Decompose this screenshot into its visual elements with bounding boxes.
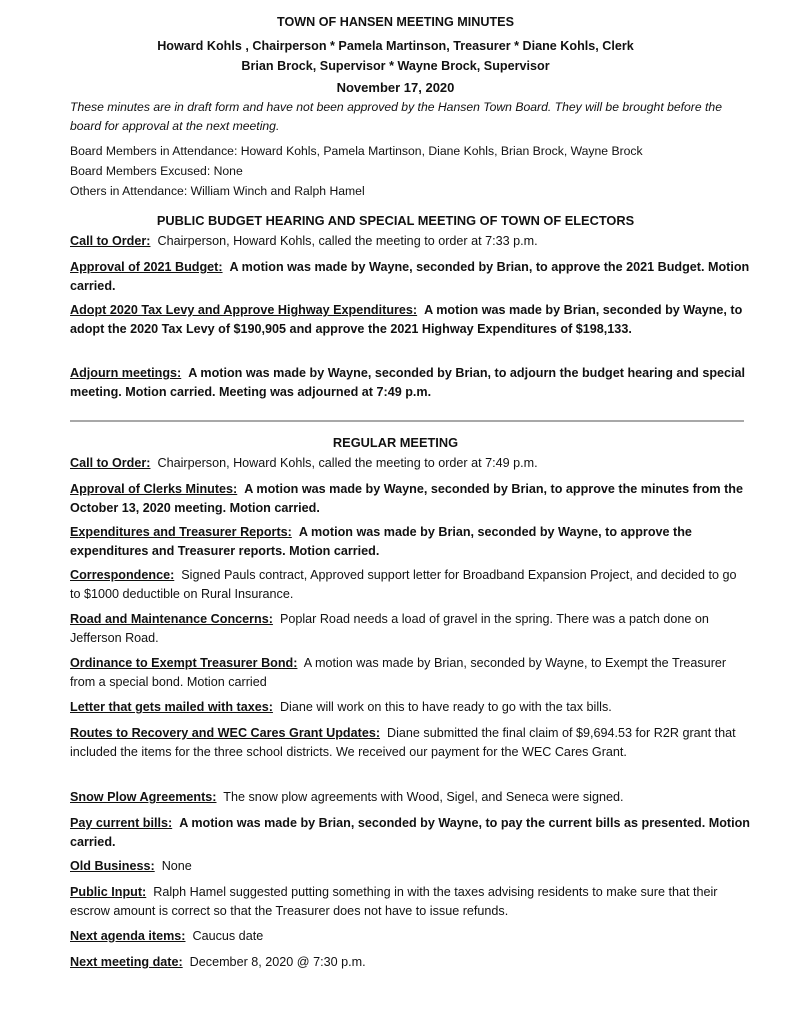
minutes-item bbox=[70, 364, 750, 402]
minutes-item bbox=[70, 258, 750, 296]
minutes-item bbox=[70, 232, 750, 251]
minutes-item bbox=[70, 454, 750, 473]
minutes-item bbox=[70, 724, 750, 762]
item-label: Old Business: bbox=[70, 859, 155, 873]
item-label: Pay current bills: bbox=[70, 816, 173, 830]
attendance-members: Board Members in Attendance: Howard Kohls, Pamela Martinson, Diane Kohls, Brian Brock, Wayne Brock bbox=[70, 144, 643, 158]
item-label: Ordinance to Exempt Treasurer Bond: bbox=[70, 656, 298, 670]
item-text: Diane will work on this to have ready to go with the tax bills. bbox=[279, 700, 612, 714]
item-label: Next meeting date: bbox=[70, 955, 183, 969]
officers-line-2: Brian Brock, Supervisor * Wayne Brock, Supervisor bbox=[241, 59, 550, 73]
item-text: A motion was made by Wayne, seconded by Brian, to approve the 2021 Budget. Motion carried. bbox=[70, 260, 750, 293]
document-title: TOWN OF HANSEN MEETING MINUTES bbox=[277, 15, 514, 29]
item-label: Routes to Recovery and WEC Cares Grant Updates: bbox=[70, 726, 381, 740]
minutes-item bbox=[70, 566, 750, 604]
item-text: A motion was made by Brian, seconded by Wayne, to Exempt the Treasurer from a special bond. Motion carried bbox=[70, 656, 727, 689]
item-label: Letter that gets mailed with taxes: bbox=[70, 700, 273, 714]
item-text: December 8, 2020 @ 7:30 p.m. bbox=[189, 955, 366, 969]
minutes-item bbox=[70, 480, 750, 518]
item-label: Call to Order: bbox=[70, 456, 151, 470]
item-text: Diane submitted the final claim of $9,694.53 for R2R grant that included the items for the three school districts. We received our payment for the WEC Cares Grant. bbox=[70, 726, 736, 759]
item-label: Approval of 2021 Budget: bbox=[70, 260, 223, 274]
draft-disclaimer: These minutes are in draft form and have not been approved by the Hansen Town Board. They will be brought before the board for approval at the next meeting. bbox=[70, 100, 722, 133]
minutes-item bbox=[70, 654, 750, 692]
item-text: A motion was made by Wayne, seconded by Brian, to approve the minutes from the October 13, 2020 meeting. Motion carried. bbox=[70, 482, 743, 515]
regular-meeting-title: REGULAR MEETING bbox=[332, 435, 459, 450]
item-text: Poplar Road needs a load of gravel in the spring. There was a patch done on Jefferson Road. bbox=[70, 612, 709, 645]
minutes-item bbox=[70, 788, 750, 807]
section-divider bbox=[70, 420, 744, 422]
minutes-item bbox=[70, 883, 750, 921]
attendance-others: Others in Attendance: William Winch and Ralph Hamel bbox=[70, 184, 365, 198]
officers-line-1: Howard Kohls , Chairperson * Pamela Martinson, Treasurer * Diane Kohls, Clerk bbox=[157, 39, 634, 53]
item-label: Correspondence: bbox=[70, 568, 175, 582]
item-text: None bbox=[161, 859, 192, 873]
item-text: Ralph Hamel suggested putting something in with the taxes advising residents to make sure that their escrow amount is correct so that the Treasurer does not have to issue refunds. bbox=[70, 885, 718, 918]
minutes-item bbox=[70, 857, 750, 876]
minutes-item bbox=[70, 698, 750, 717]
item-label: Adjourn meetings: bbox=[70, 366, 182, 380]
budget-hearing-title: PUBLIC BUDGET HEARING AND SPECIAL MEETING OF TOWN OF ELECTORS bbox=[156, 213, 635, 228]
item-label: Public Input: bbox=[70, 885, 147, 899]
item-text: Signed Pauls contract, Approved support letter for Broadband Expansion Project, and decided to go to $1000 deductible on Rural Insurance. bbox=[70, 568, 737, 601]
item-label: Road and Maintenance Concerns: bbox=[70, 612, 273, 626]
minutes-item bbox=[70, 927, 750, 946]
item-label: Snow Plow Agreements: bbox=[70, 790, 217, 804]
item-text: Chairperson, Howard Kohls, called the meeting to order at 7:33 p.m. bbox=[157, 234, 538, 248]
attendance-excused: Board Members Excused: None bbox=[70, 164, 243, 178]
item-text: Chairperson, Howard Kohls, called the meeting to order at 7:49 p.m. bbox=[157, 456, 538, 470]
item-label: Call to Order: bbox=[70, 234, 151, 248]
item-text: A motion was made by Wayne, seconded by Brian, to adjourn the budget hearing and special meeting. Motion carried. Meeting was adjourned at 7:49 p.m. bbox=[70, 366, 746, 399]
item-label: Next agenda items: bbox=[70, 929, 186, 943]
minutes-item bbox=[70, 814, 750, 852]
minutes-item bbox=[70, 523, 750, 561]
item-text: A motion was made by Brian, seconded by Wayne, to pay the current bills as presented. Motion carried. bbox=[70, 816, 750, 849]
item-label: Adopt 2020 Tax Levy and Approve Highway Expenditures: bbox=[70, 303, 418, 317]
minutes-item bbox=[70, 610, 750, 648]
item-text: A motion was made by Brian, seconded by Wayne, to approve the expenditures and Treasurer reports. Motion carried. bbox=[70, 525, 692, 558]
meeting-date: November 17, 2020 bbox=[336, 80, 455, 95]
item-text: Caucus date bbox=[192, 929, 264, 943]
item-text: The snow plow agreements with Wood, Sigel, and Seneca were signed. bbox=[223, 790, 624, 804]
minutes-item bbox=[70, 953, 750, 972]
item-label: Expenditures and Treasurer Reports: bbox=[70, 525, 292, 539]
minutes-item bbox=[70, 301, 750, 339]
item-text: A motion was made by Brian, seconded by Wayne, to adopt the 2020 Tax Levy of $190,905 and approve the 2021 Highway Expenditures of $198,133. bbox=[70, 303, 743, 336]
item-label: Approval of Clerks Minutes: bbox=[70, 482, 238, 496]
